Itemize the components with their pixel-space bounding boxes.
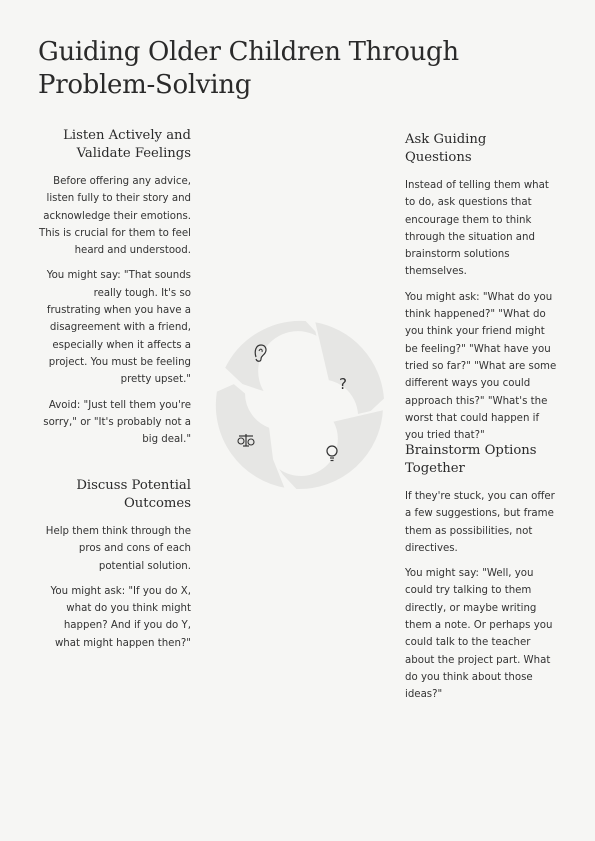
section-paragraph: If they're stuck, you can offer a few suggestions, but frame them as possibilities, not directives. bbox=[405, 491, 555, 554]
cycle-segment-brainstorm bbox=[274, 409, 384, 490]
question-mark-icon: ? bbox=[339, 375, 347, 393]
cycle-diagram bbox=[210, 315, 390, 495]
section-paragraph: You might ask: "If you do X, what do you think might happen? And if you do Y, what might happen then?" bbox=[50, 585, 191, 649]
section-heading: Listen Actively and Validate Feelings bbox=[63, 128, 191, 161]
section-discuss-outcomes bbox=[38, 477, 191, 660]
section-heading: Brainstorm Options Together bbox=[405, 443, 537, 476]
section-heading: Discuss Potential Outcomes bbox=[76, 478, 191, 511]
section-heading: Ask Guiding Questions bbox=[405, 132, 487, 165]
section-brainstorm-options bbox=[405, 442, 557, 712]
section-ask-questions bbox=[405, 131, 557, 452]
section-listen-actively bbox=[38, 127, 191, 456]
cycle-segment-questions bbox=[314, 321, 385, 425]
section-paragraph: Help them think through the pros and cons of each potential solution. bbox=[45, 526, 191, 572]
page-title: Guiding Older Children Through Problem-Solving bbox=[38, 37, 459, 100]
cycle-segment-listen bbox=[224, 320, 330, 393]
section-paragraph: You might say: "That sounds really tough. It's so frustrating when you have a disagreement with a friend, especially when it affects a project. You must be feeling pretty upset." bbox=[46, 270, 191, 386]
section-paragraph: You might ask: "What do you think happened?" "What do you think your friend might be feeling?" "What have you tried so far?" "What are some different ways you could approach this?" "What's the worst that could happen if you tried that?" bbox=[405, 291, 557, 442]
section-paragraph: Avoid: "Just tell them you're sorry," or "It's probably not a big deal." bbox=[43, 399, 191, 446]
section-paragraph: Before offering any advice, listen fully to their story and acknowledge their emotions. This is crucial for them to feel heard and understood. bbox=[39, 176, 191, 257]
section-paragraph: You might say: "Well, you could try talking to them directly, or maybe writing them a note. Or perhaps you could talk to the teacher about the project part. What do you think about those ideas?" bbox=[405, 568, 553, 701]
cycle-svg bbox=[210, 315, 390, 495]
section-paragraph: Instead of telling them what to do, ask questions that encourage them to think through the situation and brainstorm solutions themselves. bbox=[405, 180, 549, 278]
